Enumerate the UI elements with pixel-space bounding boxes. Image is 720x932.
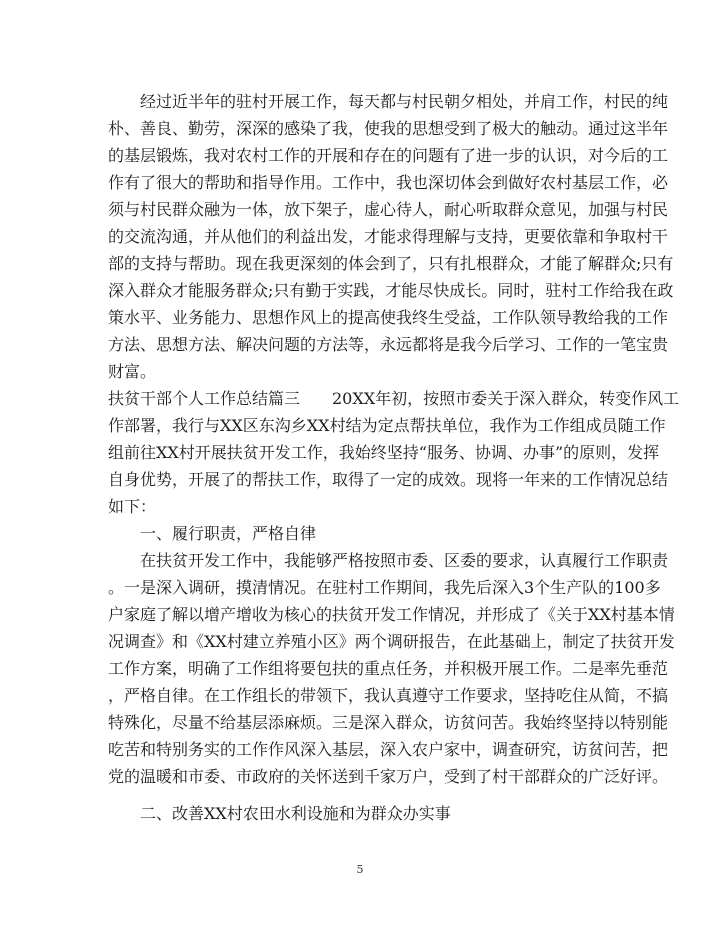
paragraph-line: 的基层锻炼，我对农村工作的开展和存在的问题有了进一步的认识，对今后的工 — [108, 146, 669, 165]
paragraph-line: 策水平、业务能力、思想作风上的提高使我终生受益，工作队领导教给我的工作 — [108, 308, 669, 327]
paragraph-line: 的交流沟通，并从他们的利益出发，才能求得理解与支持，更要依靠和争取村干 — [108, 227, 669, 246]
paragraph-line: 经过近半年的驻村开展工作，每天都与村民朝夕相处，并肩工作，村民的纯 — [140, 92, 669, 111]
section-heading-2: 二、改善XX村农田水利设施和为群众办实事 — [140, 804, 451, 823]
page-number: 5 — [356, 863, 364, 876]
paragraph-line: 吃苦和特别务实的工作作风深入基层，深入农户家中，调查研究，访贫问苦，把 — [108, 740, 669, 759]
paragraph-line: 党的温暖和市委、市政府的关怀送到千家万户，受到了村干部群众的广泛好评。 — [108, 767, 669, 786]
paragraph-line: 方法、思想方法、解决问题的方法等，永远都将是我今后学习、工作的一笔宝贵 — [108, 335, 669, 354]
paragraph-line: ，严格自律。在工作组长的带领下，我认真遵守工作要求，坚持吃住从简，不搞 — [108, 686, 669, 705]
paragraph-line: 组前往XX村开展扶贫开发工作，我始终坚持“服务、协调、办事”的原则，发挥 — [108, 443, 660, 462]
paragraph-line: 在扶贫开发工作中，我能够严格按照市委、区委的要求，认真履行工作职责 — [140, 551, 669, 570]
paragraph-line: 须与村民群众融为一体，放下架子，虚心待人，耐心听取群众意见，加强与村民 — [108, 200, 669, 219]
paragraph-line: 工作方案，明确了工作组将要包扶的重点任务，并积极开展工作。二是率先垂范 — [108, 659, 669, 678]
paragraph-line: 朴、善良、勤劳，深深的感染了我，使我的思想受到了极大的触动。通过这半年 — [108, 119, 669, 138]
paragraph-line: 部的支持与帮助。现在我更深刻的体会到了，只有扎根群众，才能了解群众;只有 — [108, 254, 674, 273]
section-heading-1: 一、履行职责，严格自律 — [140, 524, 317, 543]
paragraph-line: 深入群众才能服务群众;只有勤于实践，才能尽快成长。同时，驻村工作给我在政 — [108, 281, 674, 300]
paragraph-line: 自身优势，开展了的帮扶工作，取得了一定的成效。现将一年来的工作情况总结 — [108, 470, 669, 489]
paragraph-line: 作部署，我行与XX区东沟乡XX村结为定点帮扶单位，我作为工作组成员随工作 — [108, 416, 666, 435]
paragraph-line: 特殊化，尽量不给基层添麻烦。三是深入群众，访贫问苦。我始终坚持以特别能 — [108, 713, 669, 732]
paragraph-line: 财富。 — [108, 362, 157, 381]
paragraph-line: 扶贫干部个人工作总结篇三 20XX年初，按照市委关于深入群众，转变作风工 — [108, 389, 680, 408]
paragraph-line: 作有了很大的帮助和指导作用。工作中，我也深切体会到做好农村基层工作，必 — [108, 173, 669, 192]
paragraph-line: 。一是深入调研，摸清情况。在驻村工作期间，我先后深入3个生产队的100多 — [108, 578, 661, 597]
paragraph-line: 户家庭了解以增产增收为核心的扶贫开发工作情况，并形成了《关于XX村基本情 — [108, 605, 675, 624]
paragraph-line: 如下： — [108, 497, 157, 516]
paragraph-line: 况调查》和《XX村建立养殖小区》两个调研报告，在此基础上，制定了扶贫开发 — [108, 632, 675, 651]
